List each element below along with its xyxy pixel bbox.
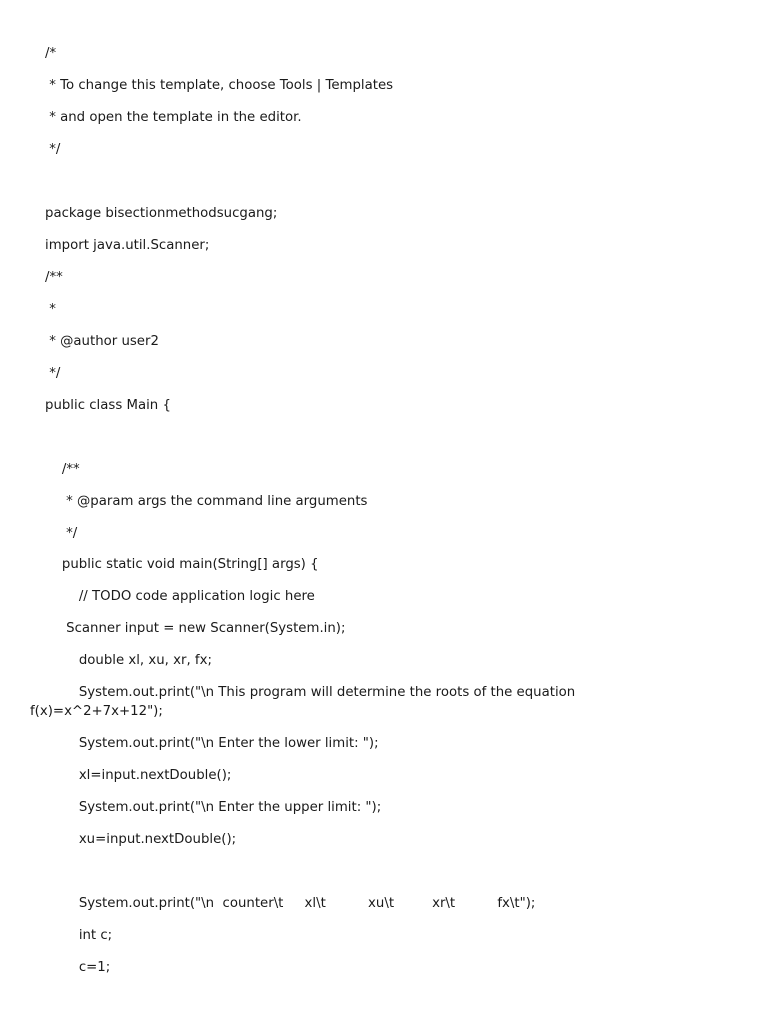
code-line: * To change this template, choose Tools | Templates <box>45 78 394 93</box>
code-line: * <box>45 302 56 317</box>
code-line: xl=input.nextDouble(); <box>45 768 232 783</box>
code-line: /** <box>45 462 80 477</box>
code-line: double xl, xu, xr, fx; <box>45 653 212 668</box>
code-line: /* <box>45 46 57 61</box>
code-line: package bisectionmethodsucgang; <box>45 206 278 221</box>
code-line: f(x)=x^2+7x+12"); <box>30 704 163 719</box>
code-line: System.out.print("\n This program will determine the roots of the equation <box>45 685 576 700</box>
code-line: */ <box>45 142 61 157</box>
code-line: c=1; <box>45 960 111 975</box>
code-line: public class Main { <box>45 398 171 413</box>
code-line: */ <box>45 526 78 541</box>
code-line: * and open the template in the editor. <box>45 110 302 125</box>
code-line: // TODO code application logic here <box>45 589 315 604</box>
code-line: System.out.print("\n Enter the lower limit: "); <box>45 736 379 751</box>
code-line: public static void main(String[] args) { <box>45 557 319 572</box>
code-line: * @param args the command line arguments <box>45 494 368 509</box>
code-line: * @author user2 <box>45 334 159 349</box>
code-line: int c; <box>45 928 113 943</box>
code-line: import java.util.Scanner; <box>45 238 210 253</box>
code-line: Scanner input = new Scanner(System.in); <box>45 621 346 636</box>
code-line: System.out.print("\n counter\t xl\t xu\t xr\t fx\t"); <box>45 896 536 911</box>
code-line: */ <box>45 366 61 381</box>
code-line: xu=input.nextDouble(); <box>45 832 237 847</box>
code-line: System.out.print("\n Enter the upper limit: "); <box>45 800 382 815</box>
code-line: /** <box>45 270 63 285</box>
